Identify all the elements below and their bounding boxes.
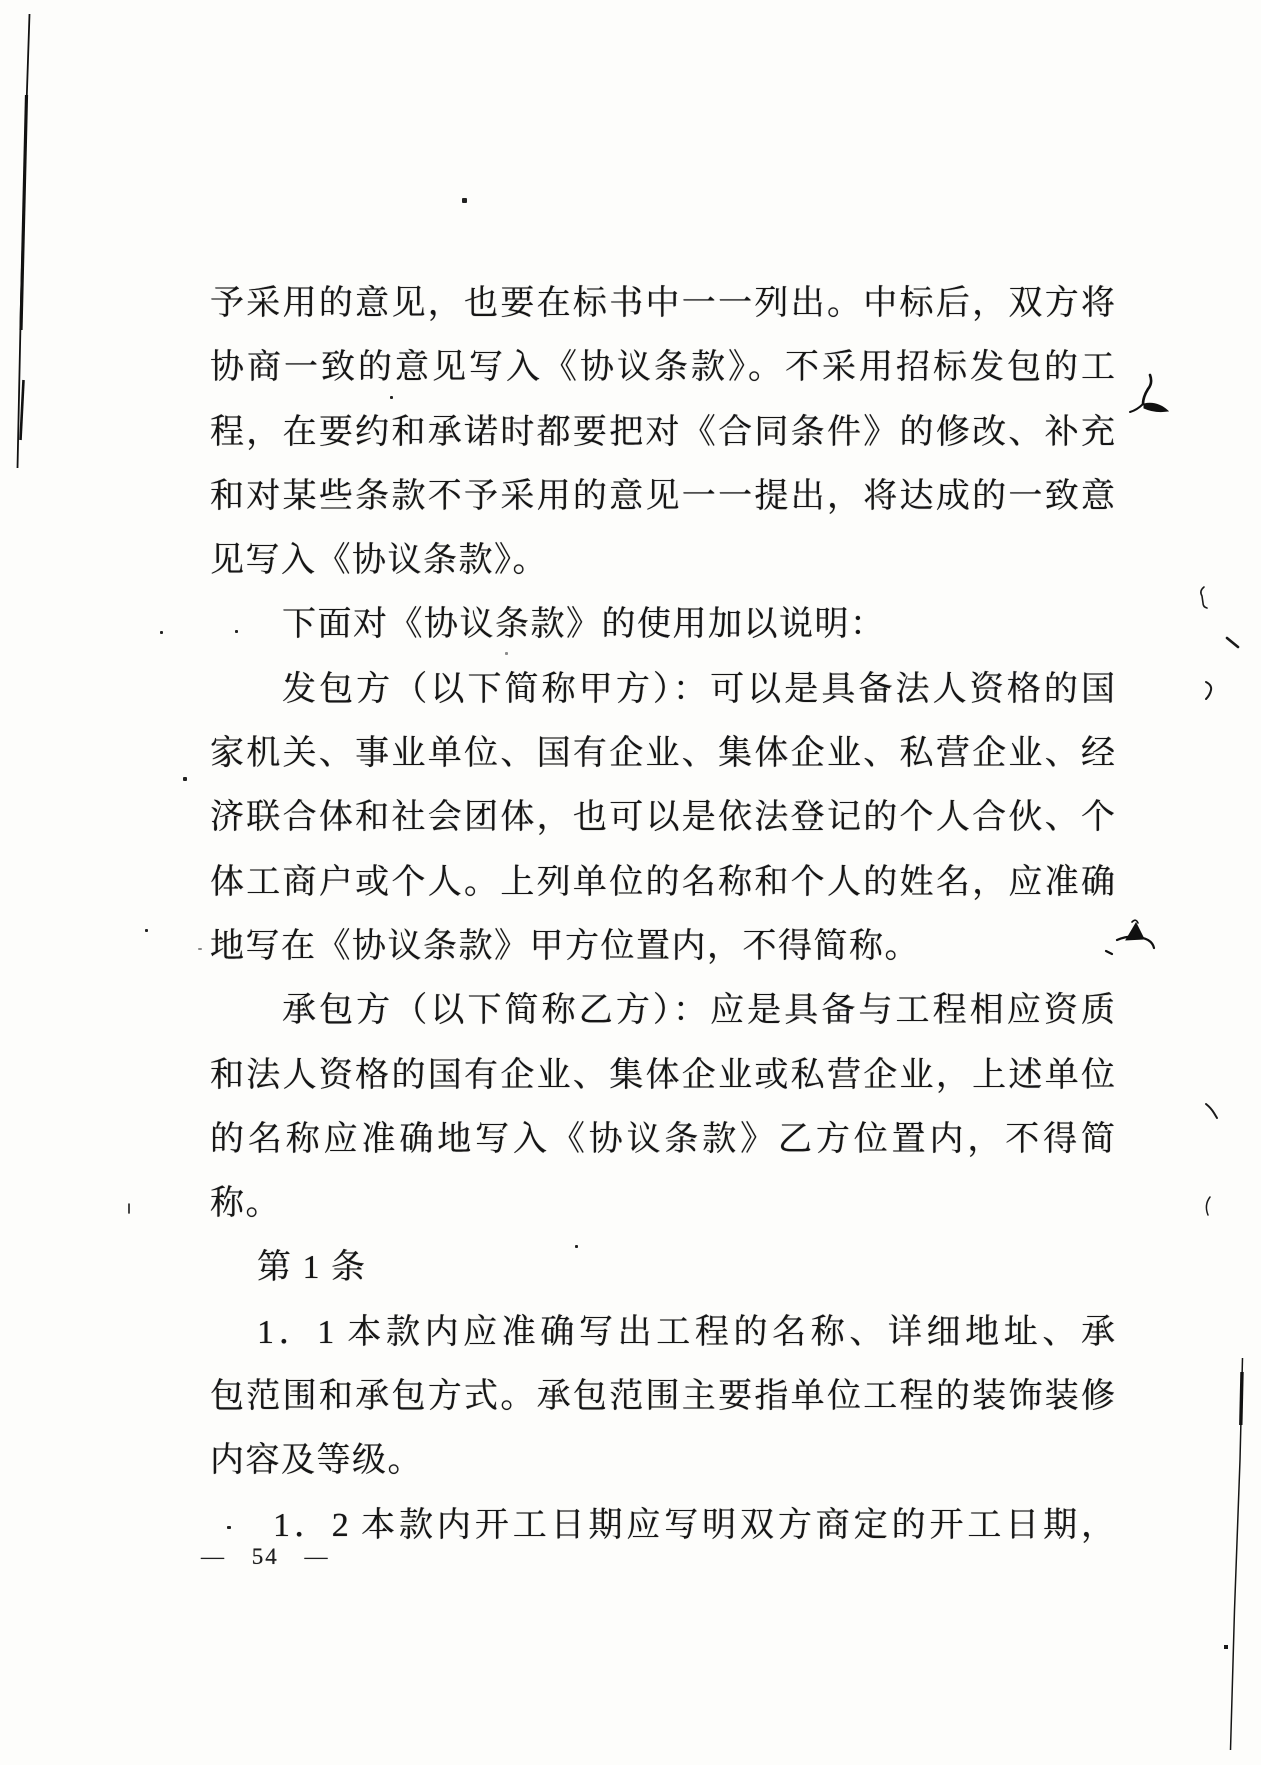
ink-speck: [227, 1526, 231, 1529]
ink-speck: [462, 198, 467, 203]
scan-line-left-icon: [18, 14, 30, 468]
ink-speck: [198, 948, 202, 950]
text-line-9: 济联合体和社会团体，也可以是依法登记的个人合伙、个: [210, 799, 1115, 837]
ink-speck: [235, 630, 238, 633]
pen-check-mark-icon: [1130, 375, 1168, 412]
text-line-20: 1．2 本款内开工日期应写明双方商定的开工日期，: [273, 1506, 1115, 1544]
ink-speck: [390, 396, 393, 399]
page-number-footer: — 54 —: [201, 1544, 330, 1569]
ink-speck: [145, 929, 148, 932]
text-line-17: 1．1 本款内应准确写出工程的名称、详细地址、承: [257, 1313, 1115, 1351]
ink-speck: [575, 1245, 578, 1248]
text-line-16: 第 1 条: [257, 1249, 367, 1287]
text-line-11: 地写在《协议条款》甲方位置内，不得简称。: [210, 927, 920, 965]
ink-speck: [160, 631, 163, 634]
text-line-6: 下面对《协议条款》的使用加以说明：: [282, 606, 886, 644]
text-line-4: 和对某些条款不予采用的意见一一提出，将达成的一致意: [210, 477, 1115, 515]
text-line-10: 体工商户或个人。上列单位的名称和个人的姓名，应准确: [210, 863, 1115, 901]
ink-speck: [183, 777, 187, 781]
text-line-8: 家机关、事业单位、国有企业、集体企业、私营企业、经: [210, 735, 1115, 773]
body-text: [210, 272, 1115, 1558]
text-line-5: 见写入《协议条款》。: [210, 542, 548, 580]
text-line-15: 称。: [210, 1185, 281, 1223]
text-line-7: 发包方（以下简称甲方）：可以是具备法人资格的国: [282, 670, 1115, 708]
text-line-18: 包范围和承包方式。承包范围主要指单位工程的装饰装修: [210, 1378, 1115, 1416]
text-line-2: 协商一致的意见写入《协议条款》。不采用招标发包的工: [210, 349, 1115, 387]
text-line-3: 程，在要约和承诺时都要把对《合同条件》的修改、补充: [210, 413, 1115, 451]
text-line-12: 承包方（以下简称乙方）：应是具备与工程相应资质: [282, 992, 1115, 1030]
text-line-14: 的名称应准确地写入《协议条款》乙方位置内，不得简: [210, 1120, 1115, 1158]
ink-speck: [505, 652, 508, 655]
text-line-13: 和法人资格的国有企业、集体企业或私营企业，上述单位: [210, 1056, 1115, 1094]
scan-line-right-icon: [1224, 1358, 1243, 1750]
text-line-19: 内容及等级。: [210, 1442, 423, 1480]
text-line-1: 予采用的意见，也要在标书中一一列出。中标后，双方将: [210, 285, 1115, 322]
